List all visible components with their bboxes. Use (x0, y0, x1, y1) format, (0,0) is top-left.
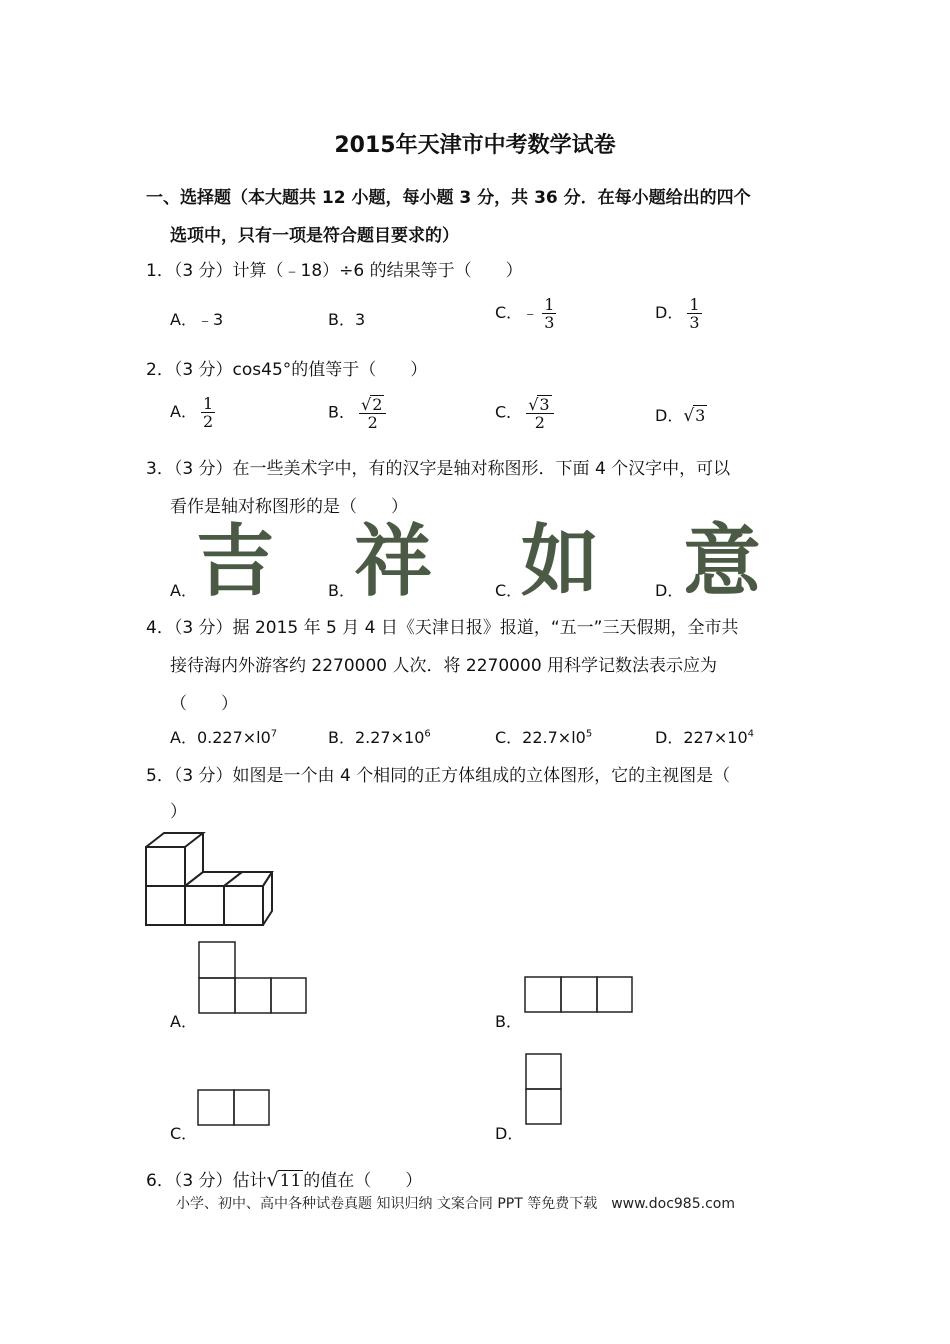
q1-option-c-fraction: $\frac{1}{3}$ (544, 295, 555, 332)
q2-stem: 2．（3 分）cos45°的值等于（ ） (146, 360, 428, 380)
q5-option-d-figure (524, 1052, 564, 1128)
q1-option-c: C．﹣ $\frac{1}{3}$ (495, 295, 555, 332)
q1-option-b: B．3 (328, 310, 366, 329)
q4-option-d: D．$227\times 10^4$ (655, 728, 755, 747)
q5-option-b-figure (523, 975, 635, 1015)
q6-stem: 6．（3 分）估计√11 的值在（ ） (146, 1169, 423, 1191)
q5-stem-line2: ） (170, 802, 187, 822)
q5-option-b-label: B． (495, 1012, 522, 1031)
section-heading-line1: 一、选择题（本大题共 12 小题，每小题 3 分，共 36 分．在每小题给出的四个 (146, 188, 751, 208)
page-footer: 小学、初中、高中各种试卷真题 知识归纳 文案合同 PPT 等免费下载 www.doc985.com (176, 1196, 735, 1212)
q2-option-a: A． $\frac{1}{2}$ (170, 394, 214, 431)
q4-option-a: A．$0.227\times l0^7$ (170, 728, 278, 747)
q3-option-b-char: 祥 (354, 517, 433, 607)
q4-option-c: C．$22.7\times l0^5$ (495, 728, 593, 747)
q2-option-a-fraction: $\frac{1}{2}$ (202, 394, 214, 431)
q2-option-b: B． $\frac{√2}{2}$ (328, 395, 386, 431)
q5-option-c-label: C． (170, 1124, 198, 1143)
q3-stem-line1: 3．（3 分）在一些美术字中，有的汉字是轴对称图形．下面 4 个汉字中，可以 (146, 459, 731, 479)
q4-option-b: B．$2.27\times 10^6$ (328, 728, 431, 747)
q3-option-d-char: 意 (683, 517, 762, 607)
q5-option-a-figure (197, 941, 309, 1015)
q1-option-d: D． $\frac{1}{3}$ (655, 295, 700, 332)
q5-option-d-label: D． (495, 1124, 524, 1143)
q3-option-a-char: 吉 (196, 517, 275, 607)
q2-option-c: C． $\frac{√3}{2}$ (495, 395, 554, 431)
q1-option-a: A．﹣3 (170, 310, 224, 329)
q5-stem-line1: 5．（3 分）如图是一个由 4 个相同的正方体组成的立体图形，它的主视图是（ (146, 766, 731, 786)
q3-option-b-label: B． (328, 581, 355, 600)
section-heading-line2: 选项中，只有一项是符合题目要求的） (170, 226, 459, 246)
q1-stem: 1．（3 分）计算（﹣18）÷6 的结果等于（ ） (146, 261, 523, 281)
page-title: 2015年天津市中考数学试卷 (334, 133, 616, 158)
q3-stem-line2: 看作是轴对称图形的是（ ） (170, 497, 408, 517)
q3-option-a-label: A． (170, 581, 197, 600)
q2-option-c-fraction: $\frac{√3}{2}$ (526, 395, 553, 431)
q5-solid-figure (140, 828, 280, 932)
q2-option-b-fraction: $\frac{√2}{2}$ (359, 395, 386, 431)
q5-option-a-label: A． (170, 1012, 197, 1031)
q2-option-d: D．√3 (655, 406, 706, 426)
q3-option-d-label: D． (655, 581, 684, 600)
q4-stem-line1: 4．（3 分）据 2015 年 5 月 4 日《天津日报》报道，“五一”三天假期，全市共 (146, 618, 739, 638)
q4-stem-line2: 接待海内外游客约 2270000 人次．将 2270000 用科学记数法表示应为 (170, 656, 718, 676)
q5-option-c-figure (196, 1088, 272, 1128)
q4-stem-line3: （ ） (170, 694, 238, 714)
q3-option-c-char: 如 (521, 517, 600, 607)
q3-option-c-label: C． (495, 581, 523, 600)
q1-option-d-fraction: $\frac{1}{3}$ (689, 295, 700, 332)
